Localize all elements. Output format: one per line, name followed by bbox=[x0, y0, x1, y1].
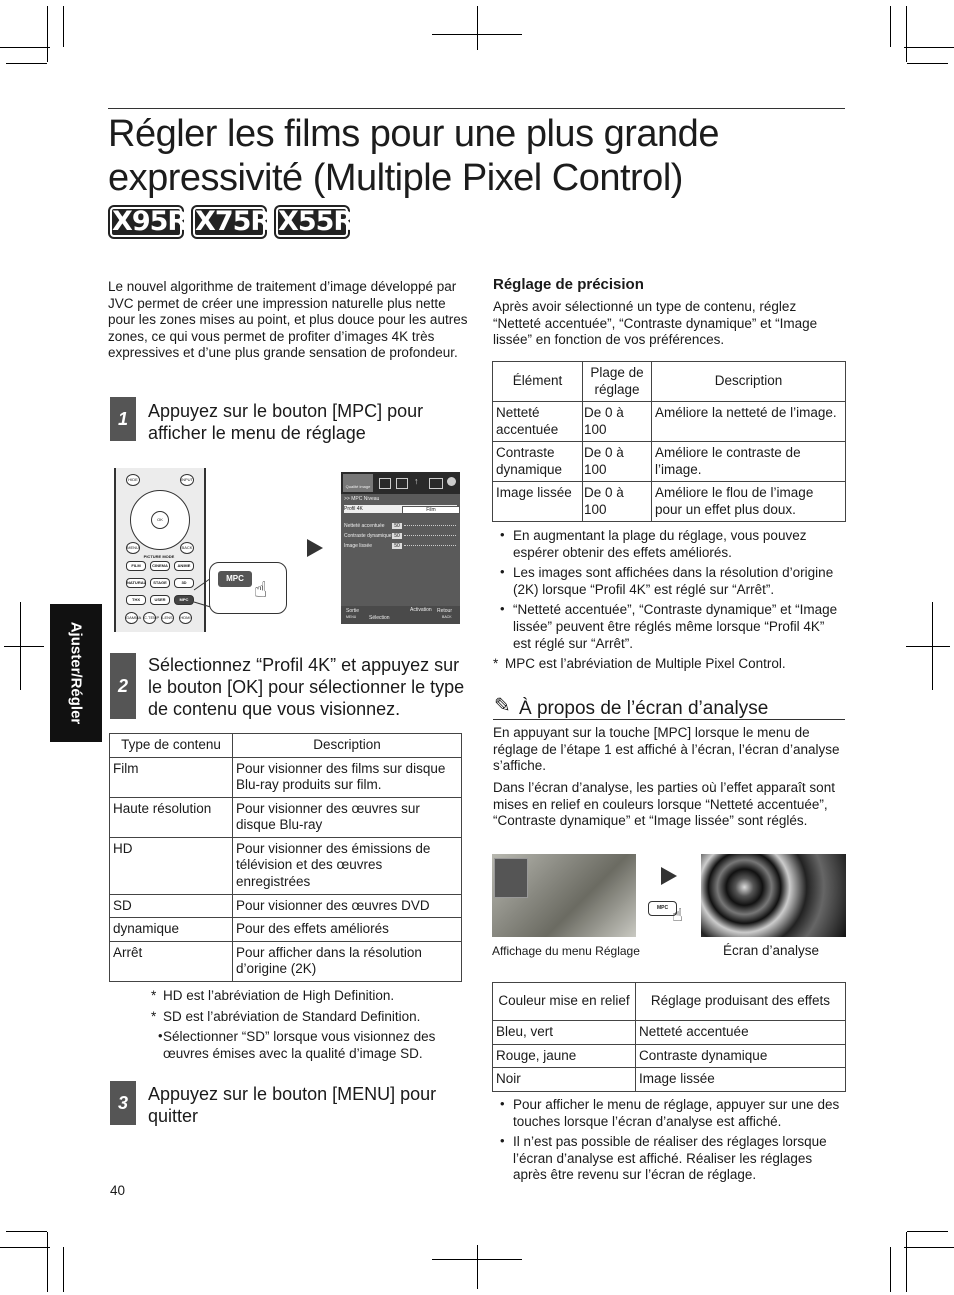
mpc-callout bbox=[209, 562, 287, 614]
crop-mark bbox=[0, 1247, 50, 1248]
step-number: 1 bbox=[110, 397, 136, 441]
mpc-button[interactable]: MPC bbox=[648, 901, 677, 916]
film-button[interactable]: FILM bbox=[126, 561, 146, 571]
input-button[interactable]: INPUT bbox=[180, 474, 194, 486]
heading-rule bbox=[493, 719, 845, 720]
footnote: * HD est l’abréviation de High Definition. bbox=[151, 988, 461, 1005]
osd-profile-value: Film bbox=[402, 506, 460, 514]
analysis-heading: À propos de l’écran d’analyse bbox=[519, 698, 769, 719]
table-row: HD Pour visionner des émissions de télévision et des œuvres enregistrées bbox=[110, 837, 462, 894]
stage-button[interactable]: STAGE bbox=[150, 578, 170, 588]
3d-button[interactable]: 3D bbox=[174, 578, 194, 588]
caption: Affichage du menu Réglage bbox=[492, 944, 640, 958]
title-line-2: expressivité (Multiple Pixel Control) bbox=[108, 157, 683, 199]
bullet-note: • “Netteté accentuée”, “Contraste dynamique” et “Image lissée” peuvent être réglés même lorsque “Profil 4K” est réglé sur “Arrêt”. bbox=[493, 602, 845, 652]
bullet-note: • Sélectionner “SD” lorsque vous visionnez des œuvres émises avec la qualité d’image SD. bbox=[151, 1029, 461, 1062]
crop-mark bbox=[904, 1247, 954, 1248]
footnote: * SD est l’abréviation de Standard Definition. bbox=[151, 1009, 461, 1026]
info-icon bbox=[447, 477, 456, 486]
crop-mark bbox=[906, 1232, 907, 1292]
crop-mark bbox=[907, 63, 948, 64]
table-header: Réglage produisant des effets bbox=[636, 983, 846, 1021]
user-button[interactable]: USER bbox=[150, 595, 170, 605]
crop-mark bbox=[890, 6, 891, 47]
osd-tab-icon: ↑ bbox=[414, 476, 419, 486]
arrow-right-icon bbox=[661, 867, 677, 885]
arrow-right-icon bbox=[307, 539, 323, 557]
table-header: Couleur mise en relief bbox=[493, 983, 636, 1021]
osd-footer: Sortie MENU Sélection Activation Retour BACK bbox=[341, 606, 460, 624]
table-row: Haute résolution Pour visionner des œuvres sur disque Blu-ray bbox=[110, 797, 462, 837]
mpc-button[interactable]: MPC bbox=[174, 595, 194, 605]
mpc-callout-button[interactable]: MPC bbox=[218, 571, 252, 587]
osd-setting-value: 50 bbox=[392, 523, 402, 529]
color-temp-button[interactable]: C.TEMP bbox=[143, 612, 156, 624]
model-badge: X55R bbox=[274, 205, 350, 239]
table-row: Bleu, vert Netteté accentuée bbox=[493, 1021, 846, 1045]
side-tab: Ajuster/Régler bbox=[50, 604, 102, 742]
thx-button[interactable]: THX bbox=[126, 595, 146, 605]
table-row: Film Pour visionner des films sur disque Blu-ray produits sur film. bbox=[110, 757, 462, 797]
analysis-paragraph: Dans l’écran d’analyse, les parties où l’effet apparaît sont mises en relief en couleurs lorsque “Netteté accentuée”, “Contraste dynamique” et “Image lissée” sont réglés. bbox=[493, 780, 835, 829]
table-row: Arrêt Pour afficher dans la résolution d’origine (2K) bbox=[110, 941, 462, 981]
model-badge: X95R bbox=[108, 205, 184, 239]
content-type-table bbox=[109, 733, 462, 982]
step-number: 2 bbox=[110, 653, 136, 719]
menu-button[interactable]: MENU bbox=[126, 542, 140, 554]
analysis-paragraph: En appuyant sur la touche [MPC] lorsque le menu de réglage de l’étape 1 est affiché à l’écran, l’écran d’analyse s’affiche. bbox=[493, 725, 840, 774]
table-header: Description bbox=[652, 362, 846, 402]
picture-mode-label: PICTURE MODE bbox=[143, 554, 175, 559]
osd-tab-icon bbox=[429, 478, 443, 489]
crop-mark bbox=[0, 47, 50, 48]
anime-button[interactable]: ANIME bbox=[174, 561, 194, 571]
bullet-note: • Les images sont affichées dans la résolution d’origine (2K) lorsque “Profil 4K” est réglé sur “Arrêt”. bbox=[493, 565, 845, 598]
table-header: Élément bbox=[493, 362, 583, 402]
crop-mark bbox=[904, 47, 954, 48]
page-title bbox=[108, 112, 868, 200]
osd-slider[interactable] bbox=[404, 535, 456, 538]
menu-overlay bbox=[494, 858, 528, 898]
crop-mark bbox=[47, 6, 48, 62]
crop-mark bbox=[932, 602, 933, 690]
ok-button[interactable]: OK bbox=[151, 511, 169, 529]
step-text: Sélectionnez “Profil 4K” et appuyez sur le bouton [OK] pour sélectionner le type de contenu que vous visionnez. bbox=[148, 655, 465, 719]
intro-paragraph: Le nouvel algorithme de traitement d’image développé par JVC permet de créer une impression naturelle plus nette pour les zones mises au point, et plus douce pour les autres zones, ce qui vous permet de profiter d’images 4K très expressives et d’une plus grande sensation de profondeur. bbox=[108, 279, 468, 361]
cinema-button[interactable]: CINEMA bbox=[150, 561, 170, 571]
step-number: 3 bbox=[110, 1081, 136, 1125]
osd-breadcrumb: >> MPC Niveau bbox=[344, 496, 380, 502]
crop-mark bbox=[47, 1232, 48, 1292]
osd-setting-row[interactable]: Image lissée 50 bbox=[344, 542, 457, 550]
page-number: 40 bbox=[110, 1183, 126, 1198]
osd-setting-row[interactable]: Contraste dynamique 50 bbox=[344, 532, 457, 540]
step-text: Appuyez sur le bouton [MENU] pour quitter bbox=[148, 1084, 437, 1126]
natural-button[interactable]: NATURAL bbox=[126, 578, 146, 588]
osd-tab-bar bbox=[341, 472, 460, 494]
crop-mark bbox=[6, 1231, 47, 1232]
precision-heading: Réglage de précision bbox=[493, 276, 644, 293]
bullet-note: • En augmentant la plage du réglage, vous pouvez espérer obtenir des effets améliorés. bbox=[493, 528, 845, 561]
title-rule bbox=[108, 108, 845, 109]
mpc-menu-screenshot bbox=[341, 472, 460, 624]
osd-setting-row[interactable]: Netteté accentuée 50 bbox=[344, 522, 457, 530]
back-button[interactable]: BACK bbox=[180, 542, 194, 554]
osd-tab-icon bbox=[396, 478, 408, 489]
analysis-notes bbox=[493, 1097, 845, 1188]
table-row: Netteté accentuée De 0 à 100 Améliore la netteté de l’image. bbox=[493, 402, 846, 442]
mpc-press-illustration bbox=[648, 898, 696, 928]
crop-mark bbox=[890, 1247, 891, 1292]
crop-mark bbox=[20, 602, 21, 690]
table-row: SD Pour visionner des œuvres DVD bbox=[110, 894, 462, 918]
hdmi-button[interactable]: HDMI bbox=[179, 612, 192, 624]
precision-table bbox=[492, 361, 846, 522]
table-row: Rouge, jaune Contraste dynamique bbox=[493, 1044, 846, 1068]
osd-slider[interactable] bbox=[404, 525, 456, 528]
table-row: Contraste dynamique De 0 à 100 Améliore le contraste de l’image. bbox=[493, 442, 846, 482]
osd-tab-picture[interactable]: Qualité image bbox=[343, 474, 373, 492]
hide-button[interactable]: HIDE bbox=[126, 474, 140, 486]
gamma-button[interactable]: GAMMA bbox=[125, 612, 138, 624]
crop-mark bbox=[907, 1231, 948, 1232]
step-text: Appuyez sur le bouton [MPC] pour afficher le menu de réglage bbox=[148, 401, 424, 443]
table-header: Type de contenu bbox=[110, 734, 233, 758]
crop-mark bbox=[477, 6, 478, 50]
bullet-note: • Pour afficher le menu de réglage, appuyer sur une des touches lorsque l’écran d’analyse est affiché. bbox=[493, 1097, 845, 1130]
analysis-screen-photo bbox=[701, 854, 846, 937]
table-row: Noir Image lissée bbox=[493, 1068, 846, 1092]
precision-text: Après avoir sélectionné un type de contenu, réglez “Netteté accentuée”, “Contraste dynamique” et “Image lissée” en fonction de vos préférences. bbox=[493, 299, 818, 348]
model-badge: X75R bbox=[191, 205, 267, 239]
hand-pointer-icon: ☝ bbox=[672, 905, 683, 925]
precision-notes bbox=[493, 528, 845, 677]
osd-setting-value: 50 bbox=[392, 533, 402, 539]
table-row: Image lissée De 0 à 100 Améliore le flou de l’image pour un effet plus doux. bbox=[493, 482, 846, 522]
crop-mark bbox=[4, 646, 44, 647]
osd-profile-row[interactable]: Profil 4K Film bbox=[344, 505, 457, 513]
adjust-menu-photo bbox=[492, 854, 636, 937]
table-row: dynamique Pour des effets améliorés bbox=[110, 918, 462, 942]
table-header: Plage de réglage bbox=[583, 362, 652, 402]
crop-mark bbox=[477, 1245, 478, 1289]
osd-slider[interactable] bbox=[404, 545, 456, 548]
caption: Écran d’analyse bbox=[723, 943, 820, 958]
crop-mark bbox=[63, 1247, 64, 1292]
pencil-icon: ✎ bbox=[494, 695, 511, 717]
lens-button[interactable]: LENS bbox=[161, 612, 174, 624]
crop-mark bbox=[906, 646, 950, 647]
footnote: * MPC est l’abréviation de Multiple Pixel Control. bbox=[493, 656, 845, 673]
title-line-1: Régler les films pour une plus grande bbox=[108, 113, 719, 155]
table-header: Description bbox=[233, 734, 462, 758]
bullet-note: • Il n’est pas possible de réaliser des réglages lorsque l’écran d’analyse est affiché. Réaliser les réglages après être revenu sur l’écran de réglage. bbox=[493, 1134, 845, 1184]
content-notes bbox=[151, 988, 461, 1066]
highlight-color-table bbox=[492, 982, 846, 1092]
crop-mark bbox=[906, 6, 907, 62]
crop-mark bbox=[63, 6, 64, 47]
crop-mark bbox=[6, 63, 47, 64]
hand-pointer-icon: ☝ bbox=[254, 577, 268, 602]
direction-pad[interactable] bbox=[130, 490, 190, 550]
osd-setting-value: 50 bbox=[392, 543, 402, 549]
osd-tab-icon bbox=[379, 478, 391, 489]
